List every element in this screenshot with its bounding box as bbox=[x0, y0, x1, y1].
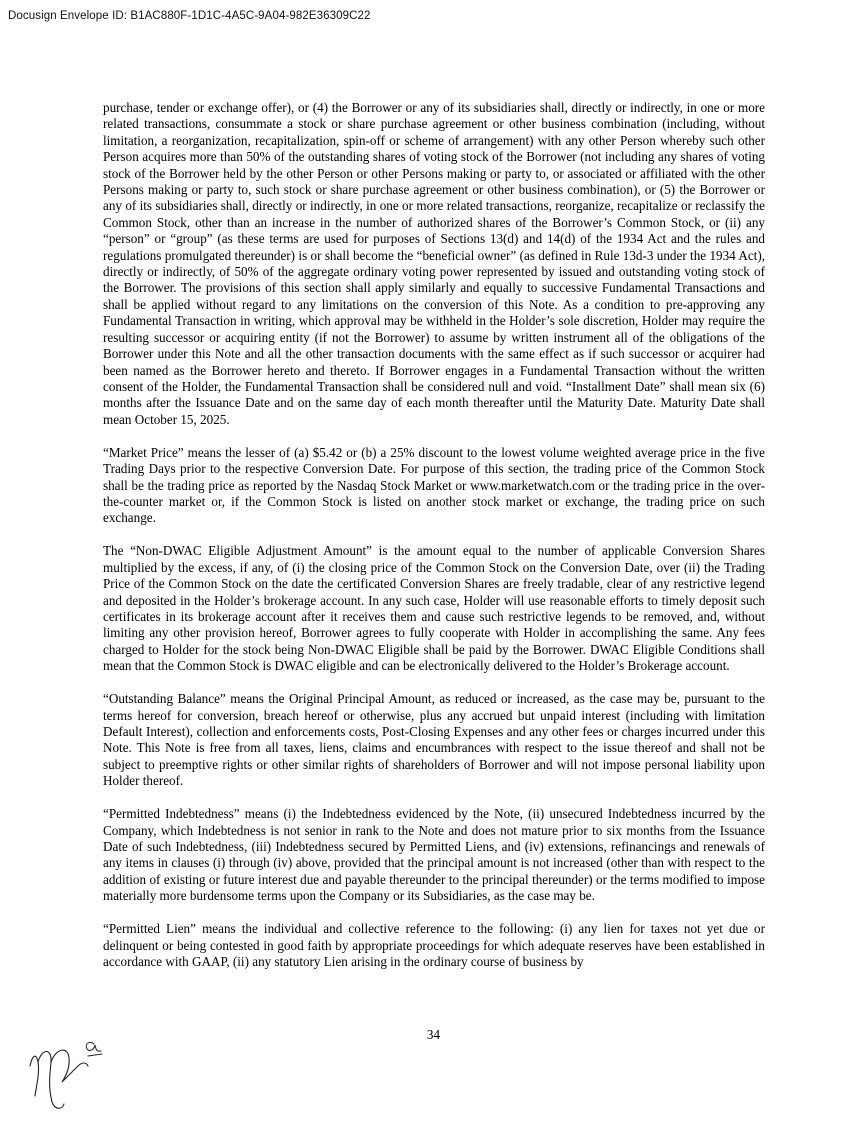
initials-signature bbox=[22, 1032, 114, 1112]
page-number: 34 bbox=[426, 1027, 441, 1042]
docusign-envelope-id: Docusign Envelope ID: B1AC880F-1D1C-4A5C-9A04-982E36309C22 bbox=[8, 10, 371, 22]
paragraph-market-price: “Market Price” means the lesser of (a) $5.42 or (b) a 25% discount to the lowest volume weighted average price in the five Trading Days prior to the respective Conversion Date. For purpose of this section, the trading price of the Common Stock shall be the trading price as reported by the Nasdaq Stock Market or www.marketwatch.com or the trading price in the over-the-counter market or, if the Common Stock is listed on another stock market or exchange, the trading price on such exchange. bbox=[103, 444, 765, 526]
paragraph-fundamental-transaction: purchase, tender or exchange offer), or (4) the Borrower or any of its subsidiaries shall, directly or indirectly, in one or more related transactions, consummate a stock or share purchase agreement or other business combination (including, without limitation, a reorganization, recapitalization, spin-off or scheme of arrangement) with any other Person whereby such other Person acquires more than 50% of the outstanding shares of voting stock of the Borrower (not including any shares of voting stock of the Borrower held by the other Person or other Persons making or party to, or associated or affiliated with the other Persons making or party to, such stock or share purchase agreement or other business combination), or (5) the Borrower or any of its subsidiaries shall, directly or indirectly, in one or more related transactions, reorganize, recapitalize or reclassify the Common Stock, other than an increase in the number of authorized shares of the Borrower’s Common Stock, or (ii) any “person” or “group” (as these terms are used for purposes of Sections 13(d) and 14(d) of the 1934 Act and the rules and regulations promulgated thereunder) is or shall become the “beneficial owner” (as defined in Rule 13d-3 under the 1934 Act), directly or indirectly, of 50% of the aggregate ordinary voting power represented by issued and outstanding voting stock of the Borrower. The provisions of this section shall apply similarly and equally to successive Fundamental Transactions and shall be applied without regard to any limitations on the conversion of this Note. As a condition to pre-approving any Fundamental Transaction in writing, which approval may be withheld in the Holder’s sole discretion, Holder may require the resulting successor or acquiring entity (if not the Borrower) to assume by written instrument all of the obligations of the Borrower under this Note and all the other transaction documents with the same effect as if such successor or acquirer had been named as the Borrower hereto and thereto. If Borrower engages in a Fundamental Transaction without the written consent of the Holder, the Fundamental Transaction shall be considered null and void. “Installment Date” shall mean six (6) months after the Issuance Date and on the same day of each month thereafter until the Maturity Date. Maturity Date shall mean October 15, 2025. bbox=[103, 100, 765, 427]
paragraph-non-dwac-adjustment: The “Non-DWAC Eligible Adjustment Amount” is the amount equal to the number of applicable Conversion Shares multiplied by the excess, if any, of (i) the closing price of the Common Stock on the Conversion Date, over (ii) the Trading Price of the Common Stock on the date the certificated Conversion Shares are freely tradable, clear of any restrictive legend and deposited in the Holder’s brokerage account. In any such case, Holder will use reasonable efforts to timely deposit such certificates in its brokerage account after it receives them and cause such restrictive legends to be removed, and, without limiting any other provision hereof, Borrower agrees to fully cooperate with Holder in accomplishing the same. Any fees charged to Holder for the stock being Non-DWAC Eligible shall be paid by the Borrower. DWAC Eligible Conditions shall mean that the Common Stock is DWAC eligible and can be electronically delivered to the Holder’s Brokerage account. bbox=[103, 543, 765, 674]
paragraph-permitted-lien: “Permitted Lien” means the individual and collective reference to the following: (i) any lien for taxes not yet due or delinquent or being contested in good faith by appropriate proceedings for which adequate reserves have been established in accordance with GAAP, (ii) any statutory Lien arising in the ordinary course of business by bbox=[103, 921, 765, 970]
paragraph-outstanding-balance: “Outstanding Balance” means the Original Principal Amount, as reduced or increased, as the case may be, pursuant to the terms hereof for conversion, breach hereof or otherwise, plus any accrued but unpaid interest (including with limitation Default Interest), collection and enforcements costs, Post-Closing Expenses and any other fees or charges incurred under this Note. This Note is free from all taxes, liens, claims and encumbrances with respect to the issue thereof and shall not be subject to preemptive rights or other similar rights of shareholders of Borrower and will not impose personal liability upon Holder thereof. bbox=[103, 691, 765, 789]
document-body bbox=[103, 100, 765, 970]
paragraph-permitted-indebtedness: “Permitted Indebtedness” means (i) the Indebtedness evidenced by the Note, (ii) unsecured Indebtedness incurred by the Company, which Indebtedness is not senior in rank to the Note and does not mature prior to six months from the Issuance Date of such Indebtedness, (iii) Indebtedness secured by Permitted Liens, and (iv) extensions, refinancings and renewals of any items in clauses (i) through (iv) above, provided that the principal amount is not increased (other than with respect to the addition of existing or future interest due and payable thereunder to the principal thereunder) or the terms modified to impose materially more burdensome terms upon the Company or its Subsidiaries, as the case may be. bbox=[103, 806, 765, 904]
